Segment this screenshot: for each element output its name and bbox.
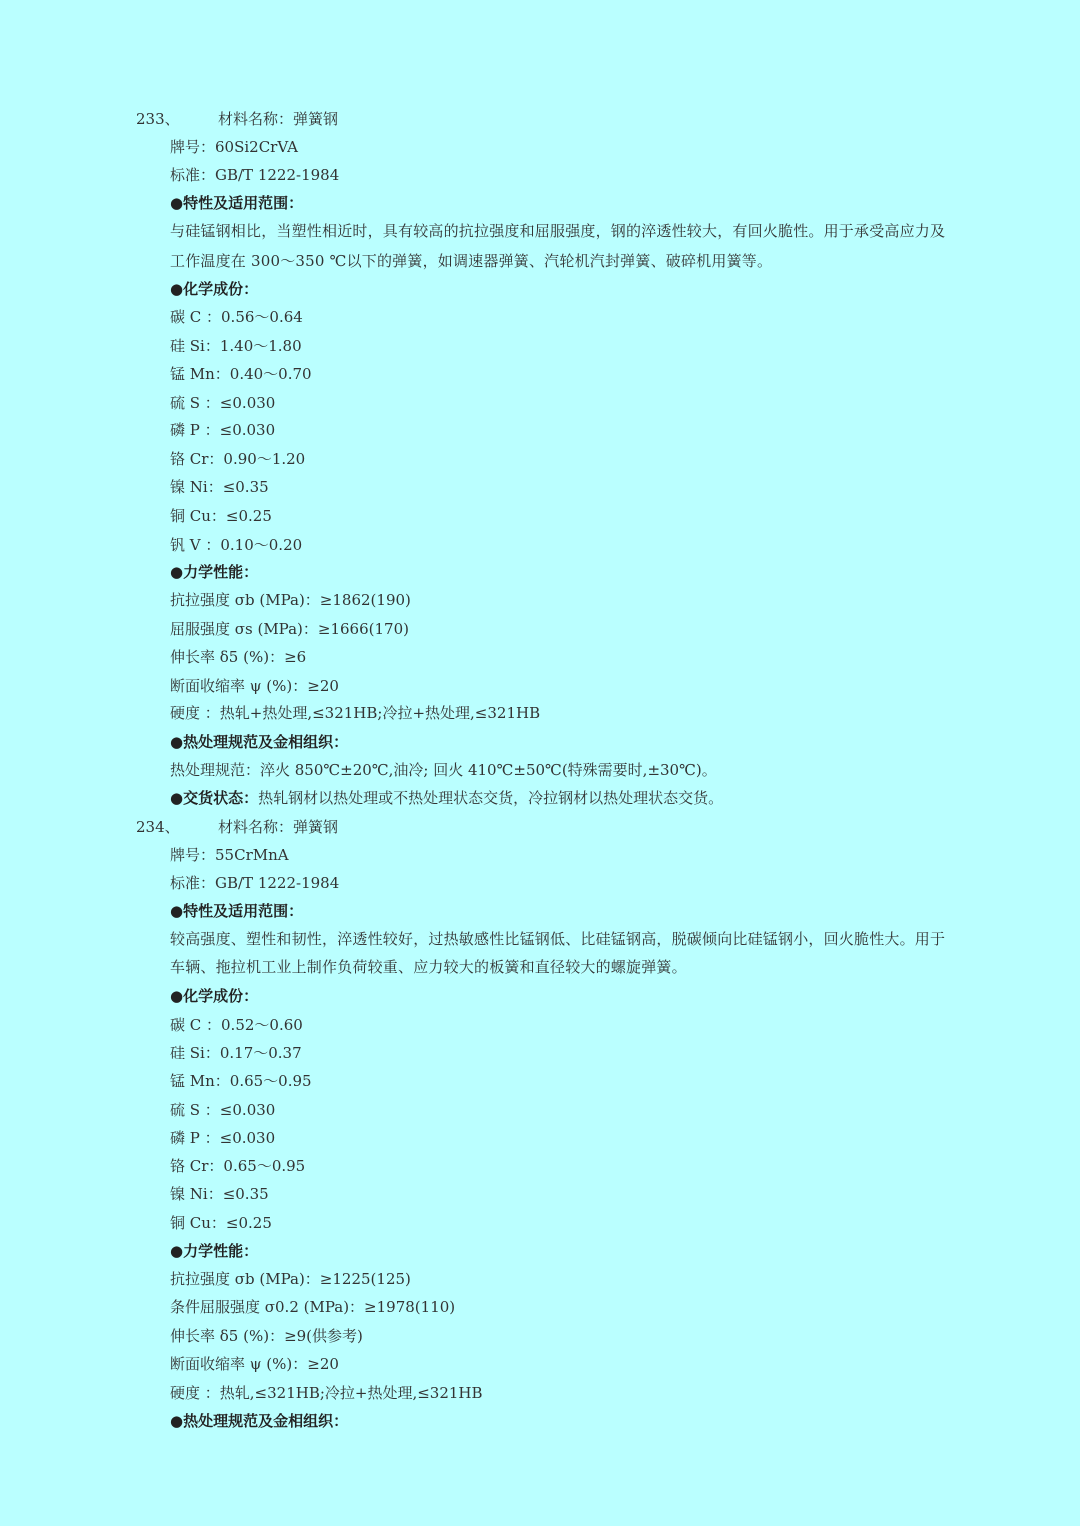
delivery-text: 热轧钢材以热处理或不热处理状态交货，冷拉钢材以热处理状态交货。: [258, 789, 724, 807]
standard-line: 标准：GB/T 1222-1984: [170, 166, 340, 184]
chem-item: 锰 Mn：0.65～0.95: [170, 1072, 312, 1090]
chem-item: 硫 S ：≤0.030: [170, 394, 276, 412]
properties-text-line: 较高强度、塑性和韧性，淬透性较好，过热敏感性比锰钢低、比硅锰钢高，脱碳倾向比硅锰钢小，回火脆性大。用于: [170, 930, 946, 948]
mech-item: 抗拉强度 σb (MPa)：≥1862(190): [170, 591, 411, 609]
chem-item: 铬 Cr：0.90～1.20: [170, 450, 306, 468]
chem-item: 硫 S ：≤0.030: [170, 1101, 276, 1119]
heat-treatment-heading: ●热处理规范及金相组织：: [170, 1412, 349, 1430]
mech-item: 断面收缩率 ψ (%)：≥20: [170, 677, 339, 695]
mech-item: 硬度 ：热轧,≤321HB;冷拉+热处理,≤321HB: [170, 1384, 483, 1402]
chemical-heading: ●化学成份：: [170, 280, 259, 298]
mech-item: 断面收缩率 ψ (%)：≥20: [170, 1355, 339, 1373]
entry-233-header: [136, 108, 338, 129]
grade-line: 牌号：60Si2CrVA: [170, 138, 298, 156]
material-name: 材料名称：弹簧钢: [218, 818, 339, 836]
mechanical-heading: ●力学性能：: [170, 563, 259, 581]
mech-item: 硬度 ：热轧+热处理,≤321HB;冷拉+热处理,≤321HB: [170, 704, 541, 722]
heat-treatment-text: 热处理规范：淬火 850℃±20℃,油冷; 回火 410℃±50℃(特殊需要时,±30℃)。: [170, 761, 717, 779]
chem-item: 锰 Mn：0.40～0.70: [170, 365, 312, 383]
mech-item: 抗拉强度 σb (MPa)：≥1225(125): [170, 1270, 411, 1288]
entry-234-header: [136, 816, 338, 837]
mechanical-heading: ●力学性能：: [170, 1242, 259, 1260]
chem-item: 镍 Ni：≤0.35: [170, 478, 269, 496]
chemical-heading: ●化学成份：: [170, 987, 259, 1005]
chem-item: 钒 V ：0.10～0.20: [170, 536, 303, 554]
chem-item: 碳 C ：0.56～0.64: [170, 308, 303, 326]
properties-heading: ●特性及适用范围：: [170, 902, 304, 920]
mech-item: 屈服强度 σs (MPa)：≥1666(170): [170, 620, 409, 638]
properties-text-line: 车辆、拖拉机工业上制作负荷较重、应力较大的板簧和直径较大的螺旋弹簧。: [170, 958, 687, 976]
chem-item: 镍 Ni：≤0.35: [170, 1185, 269, 1203]
properties-text-line: 工作温度在 300～350 ℃以下的弹簧，如调速器弹簧、汽轮机汽封弹簧、破碎机用簧等。: [170, 252, 773, 270]
properties-heading: ●特性及适用范围：: [170, 194, 304, 212]
chem-item: 硅 Si：1.40～1.80: [170, 337, 302, 355]
material-name: 材料名称：弹簧钢: [218, 110, 339, 128]
chem-item: 磷 P ：≤0.030: [170, 1129, 276, 1147]
standard-line: 标准：GB/T 1222-1984: [170, 874, 340, 892]
properties-text-line: 与硅锰钢相比，当塑性相近时，具有较高的抗拉强度和屈服强度，钢的淬透性较大，有回火脆性。用于承受高应力及: [170, 222, 946, 240]
delivery-line: [170, 787, 723, 808]
chem-item: 铜 Cu：≤0.25: [170, 507, 272, 525]
grade-line: 牌号：55CrMnA: [170, 846, 289, 864]
chem-item: 硅 Si：0.17～0.37: [170, 1044, 302, 1062]
mech-item: 伸长率 δ5 (%)：≥6: [170, 648, 307, 666]
entry-number: 233、: [136, 110, 180, 128]
chem-item: 碳 C ：0.52～0.60: [170, 1016, 303, 1034]
chem-item: 铬 Cr：0.65～0.95: [170, 1157, 306, 1175]
delivery-heading: ●交货状态：: [170, 789, 259, 807]
chem-item: 铜 Cu：≤0.25: [170, 1214, 272, 1232]
mech-item: 条件屈服强度 σ0.2 (MPa)：≥1978(110): [170, 1298, 456, 1316]
chem-item: 磷 P ：≤0.030: [170, 421, 276, 439]
entry-number: 234、: [136, 818, 180, 836]
mech-item: 伸长率 δ5 (%)：≥9(供参考): [170, 1327, 363, 1345]
heat-treatment-heading: ●热处理规范及金相组织：: [170, 733, 349, 751]
